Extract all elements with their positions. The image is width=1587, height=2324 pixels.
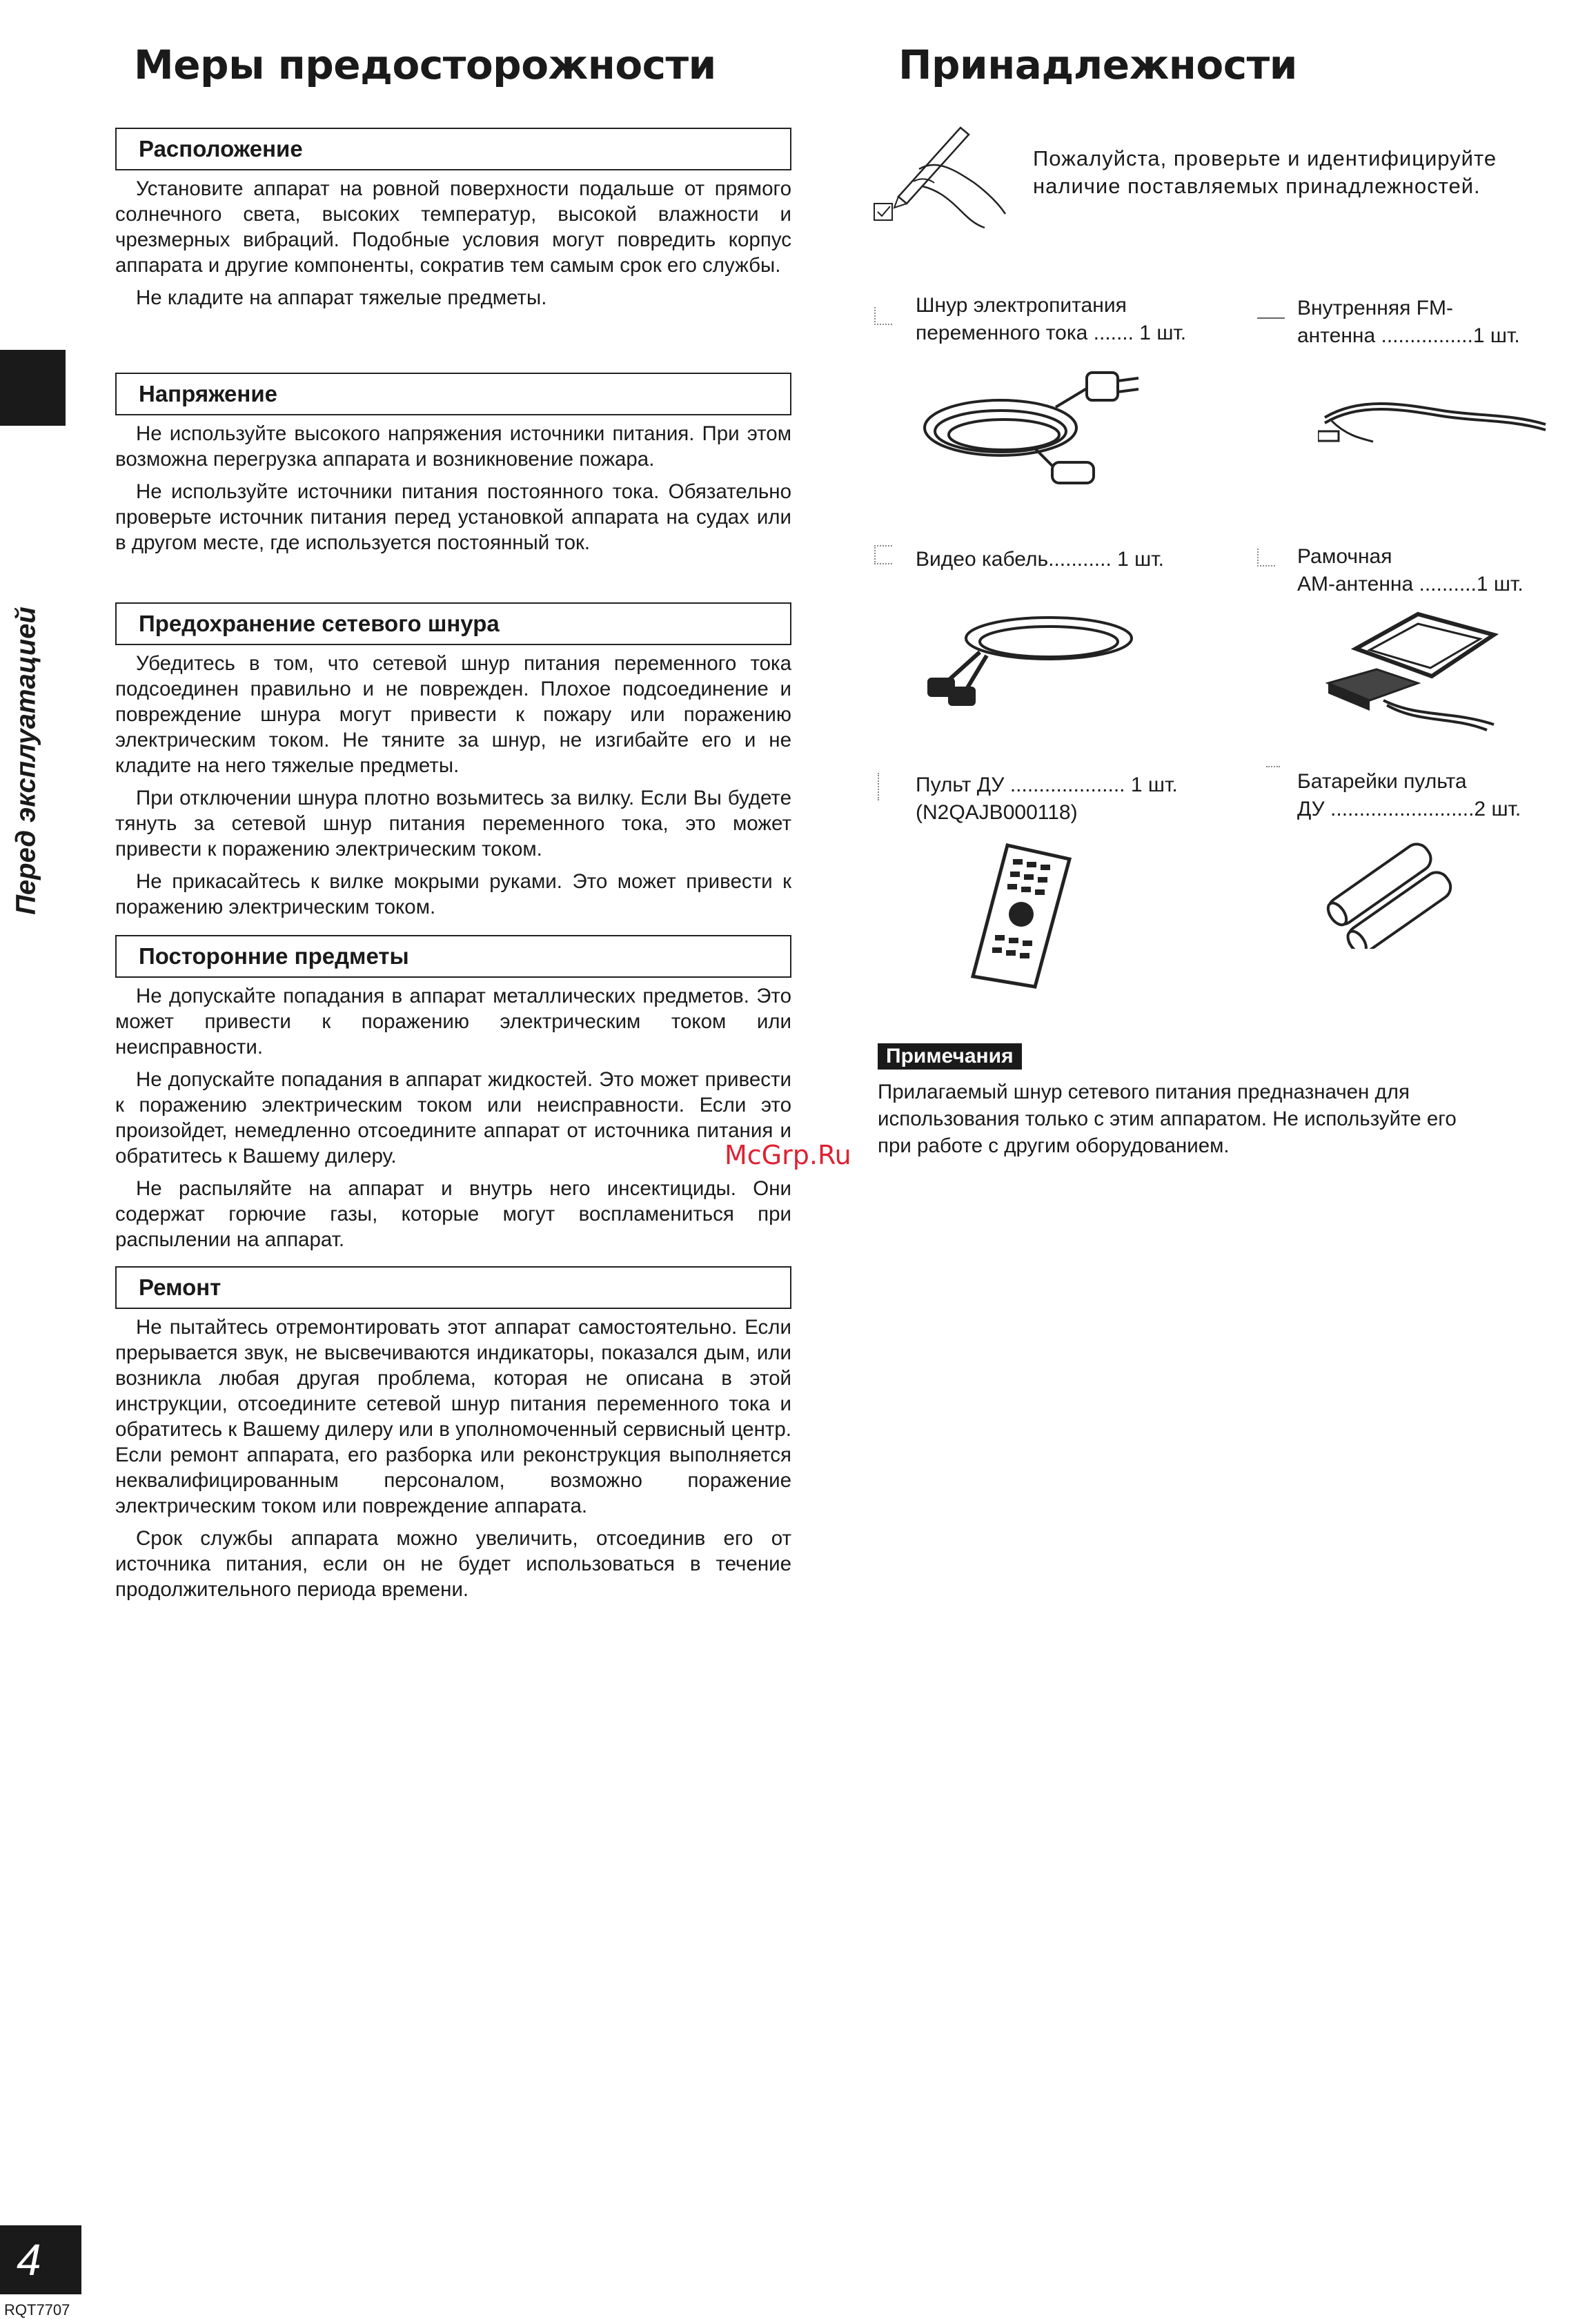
- page-number: 4: [0, 2225, 81, 2294]
- pen-check-icon: [871, 121, 1009, 231]
- item-checkbox[interactable]: [874, 307, 892, 325]
- accessory-batteries: Батарейки пульта ДУ .........................2 шт.: [1297, 770, 1521, 820]
- section-heading-foreign-objects: Посторонние предметы: [115, 935, 791, 978]
- am-loop-antenna-image: [1314, 607, 1535, 731]
- remote-control-image: [959, 838, 1083, 990]
- fm-antenna-image: [1318, 383, 1552, 452]
- notes-heading: Примечания: [878, 1043, 1022, 1070]
- watermark-text: McGrp.Ru: [724, 1140, 851, 1170]
- accessory-fm-antenna: Внутренняя FM- антенна ................1 шт.: [1297, 297, 1520, 347]
- right-page-title: Принадлежности: [898, 41, 1297, 88]
- section-body-repair: Не пытайтесь отремонтировать этот аппарат самостоятельно. Если прерывается звук, не высвечиваются индикаторы, показался дым, или возникла любая другая проблема, которая не описана в этой инструкции, отсоедините сетевой шнур питания переменного тока и обратитесь к Вашему дилеру или в уполномоченный сервисный центр. Если ремонт аппарата, его разборка или реконструкция выполняется неквалифицированным персоналом, возможно поражение электрическим током или повреждение аппарата. Срок службы аппарата можно увеличить, отсоединив его от источника питания, если он не будет использоваться в течение продолжительного периода времени.: [115, 1316, 791, 1601]
- video-cable-image: [918, 600, 1145, 711]
- accessory-am-antenna: Рамочная АМ-антенна ..........1 шт.: [1297, 545, 1524, 595]
- section-body-voltage: Не используйте высокого напряжения источники питания. При этом возможна перегрузка аппарата и возникновение пожара. Не используйте источники питания постоянного тока. Обязательно проверьте источник питания перед установкой аппарата на судах или в другом месте, где используется постоянный ток.: [115, 422, 791, 554]
- accessory-video-cable: Видео кабель........... 1 шт.: [916, 548, 1164, 571]
- section-heading-power-cord: Предохранение сетевого шнура: [115, 602, 791, 645]
- notes-text: Прилагаемый шнур сетевого питания предназначен для использования только с этим аппаратом. Не используйте его при работе с другим оборудованием.: [878, 1081, 1457, 1157]
- section-tab-marker: [0, 350, 66, 426]
- item-checkbox-line: [1266, 766, 1280, 767]
- document-code: RQT7707: [4, 2301, 70, 2318]
- batteries-image: [1314, 838, 1466, 949]
- section-heading-location: Расположение: [115, 128, 791, 170]
- left-page-title: Меры предосторожности: [134, 41, 716, 88]
- section-heading-voltage: Напряжение: [115, 373, 791, 415]
- item-checkbox[interactable]: [1257, 549, 1275, 567]
- item-checkbox-line: [1257, 317, 1285, 319]
- item-checkbox[interactable]: [874, 545, 892, 564]
- section-heading-repair: Ремонт: [115, 1266, 791, 1309]
- section-body-power-cord: Убедитесь в том, что сетевой шнур питания переменного тока подсоединен правильно и не поврежден. Плохое подсоединение и повреждение шнура могут привести к пожару или поражению электрическим током. Не тяните за шнур, не изгибайте его и не кладите на него тяжелые предметы. При отключении шнура плотно возьмитесь за вилку. Если Вы будете тянуть за сетевой шнур питания переменного тока, это может привести к поражению электрическим током. Не прикасайтесь к вилке мокрыми руками. Это может привести к поражению электрическим током.: [115, 652, 791, 918]
- section-body-location: Установите аппарат на ровной поверхности подальше от прямого солнечного света, высоких температур, высокой влажности и чрезмерных вибраций. Подобные условия могут повредить корпус аппарата и другие компоненты, сократив тем самым срок его службы. Не кладите на аппарат тяжелые предметы.: [115, 177, 791, 309]
- power-cord-image: [918, 359, 1145, 490]
- accessories-intro: Пожалуйста, проверьте и идентифицируйте наличие поставляемых принадлежностей.: [1033, 146, 1497, 198]
- section-body-foreign-objects: Не допускайте попадания в аппарат металлических предметов. Это может привести к поражению электрическим током или неисправности. Не допускайте попадания в аппарат жидкостей. Это может привести к поражению электрическим током или неисправности. Если это произойдет, немедленно отсоедините аппарат от источника питания и обратитесь к Вашему дилеру. Не распыляйте на аппарат и внутрь него инсектициды. Они содержат горючие газы, которые могут воспламениться при распылении на аппарат.: [115, 985, 791, 1251]
- item-checkbox-line: [878, 773, 879, 800]
- accessory-power-cord: Шнур электропитания переменного тока ....... 1 шт.: [916, 294, 1187, 344]
- accessory-remote-control: Пульт ДУ .................... 1 шт. (N2QAJB000118): [916, 774, 1178, 824]
